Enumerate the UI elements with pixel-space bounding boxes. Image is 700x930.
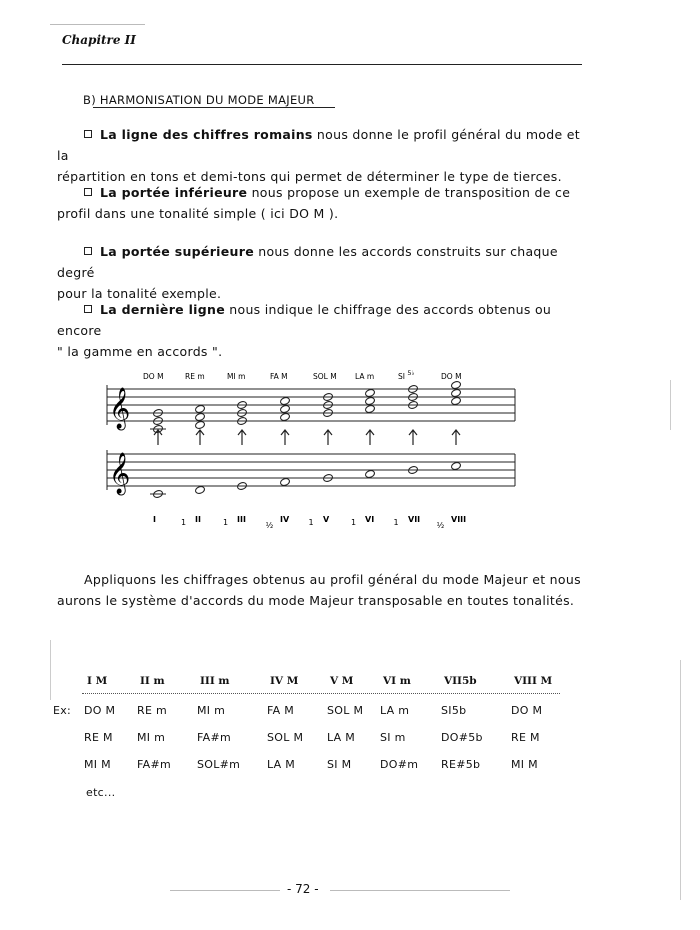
column-header: IV M — [270, 675, 299, 687]
lower-staff — [107, 450, 515, 490]
table-cell: LA M — [327, 731, 356, 744]
table-cell: SI M — [327, 758, 352, 771]
table-cell: DO#5b — [441, 731, 483, 744]
chord-note — [280, 412, 291, 421]
chord-note — [195, 412, 206, 421]
chord-note — [280, 404, 291, 413]
degree-label: III — [237, 515, 246, 524]
etc-label: etc... — [86, 786, 116, 799]
table-cell: MI m — [197, 704, 226, 717]
up-arrow-icon — [196, 430, 204, 445]
table-cell: FA#m — [137, 758, 171, 771]
up-arrow-icon — [366, 430, 374, 445]
chord-note — [365, 404, 376, 413]
chord-note — [451, 380, 462, 389]
bullet-icon — [84, 247, 92, 255]
column-header: I M — [87, 675, 108, 687]
up-arrow-icon — [324, 430, 332, 445]
paragraph-last-line: La dernière ligne nous indique le chiffrage des accords obtenus ou encore " la gamme en accords ". — [57, 302, 552, 359]
treble-clef-icon: 𝄞 — [109, 388, 131, 429]
page-edge-mark — [680, 660, 681, 900]
table-cell: SI5b — [441, 704, 467, 717]
table-cell: FA#m — [197, 731, 231, 744]
interval-label: 1 — [351, 518, 357, 527]
chord-note — [451, 396, 462, 405]
column-header: III m — [200, 675, 230, 687]
column-header: VI m — [383, 675, 411, 687]
up-arrow-icon — [452, 430, 460, 445]
degree-label: I — [153, 515, 156, 524]
scale-note — [280, 477, 291, 486]
chord-name-labels — [143, 369, 462, 381]
chord-name: DO M — [441, 372, 462, 381]
section-title: B) HARMONISATION DU MODE MAJEUR — [83, 93, 315, 107]
degree-label: V — [323, 515, 330, 524]
bullet-icon — [84, 305, 92, 313]
chord-name: LA m — [355, 372, 375, 381]
page-number: - 72 - — [287, 882, 319, 896]
table-cell: RE#5b — [441, 758, 481, 771]
lower-staff-notes — [150, 461, 461, 498]
page-edge-mark — [50, 640, 51, 700]
paragraph-roman-numerals: La ligne des chiffres romains nous donne le profil général du mode et la répartition en tons et demi-tons qui permet de déterminer le type de tierces. — [57, 127, 580, 184]
header-divider — [82, 693, 560, 694]
header-top-rule — [50, 24, 145, 25]
degree-label: IV — [280, 515, 290, 524]
table-cell: SOL#m — [197, 758, 241, 771]
table-cell: SI m — [380, 731, 406, 744]
conclusion-paragraph: Appliquons les chiffrages obtenus au profil général du mode Majeur et nous aurons le système d'accords du mode Majeur transposable en toutes tonalités. — [57, 572, 581, 608]
table-cell: DO M — [84, 704, 116, 717]
upper-staff-chords — [150, 380, 461, 433]
interval-label: 1 — [308, 518, 314, 527]
chord-name: SOL M — [313, 372, 337, 381]
page-edge-mark — [670, 380, 671, 430]
chord-name: FA M — [270, 372, 288, 381]
chord-note — [365, 388, 376, 397]
header-rule — [62, 64, 582, 65]
treble-clef-icon: 𝄞 — [109, 453, 131, 494]
chapter-heading: Chapitre II — [62, 33, 136, 47]
table-cell: FA M — [267, 704, 295, 717]
degree-row — [153, 515, 466, 530]
interval-label: ½ — [265, 521, 274, 530]
table-cell: SOL M — [267, 731, 304, 744]
section-title-underline — [93, 107, 335, 108]
chord-note — [365, 396, 376, 405]
degree-label: VII — [408, 515, 421, 524]
up-arrow-icon — [238, 430, 246, 445]
column-header: V M — [330, 675, 354, 687]
table-cell: MI M — [84, 758, 111, 771]
interval-label: 1 — [181, 518, 187, 527]
arrow-row — [154, 430, 460, 445]
table-cell: LA m — [380, 704, 410, 717]
interval-label: 1 — [393, 518, 399, 527]
staff-diagram — [95, 365, 535, 540]
interval-label: 1 — [223, 518, 229, 527]
paragraph-lower-staff: La portée inférieure nous propose un exemple de transposition de ce profil dans une tonalité simple ( ici DO M ). — [57, 185, 571, 221]
column-header: VII5b — [444, 675, 477, 687]
scale-note — [451, 461, 462, 470]
table-cell: MI m — [137, 731, 166, 744]
up-arrow-icon — [409, 430, 417, 445]
interval-label: ½ — [436, 521, 445, 530]
table-cell: RE M — [511, 731, 540, 744]
scale-note — [365, 469, 376, 478]
chord-name: MI m — [227, 372, 246, 381]
bullet-icon — [84, 188, 92, 196]
table-cell: RE m — [137, 704, 168, 717]
column-header: VIII M — [514, 675, 553, 687]
footer-rule-right — [330, 890, 510, 891]
chord-note — [195, 404, 206, 413]
column-header: II m — [140, 675, 165, 687]
footer-rule-left — [170, 890, 280, 891]
table-cell: RE M — [84, 731, 113, 744]
table-cell: SOL M — [327, 704, 364, 717]
chord-note — [280, 396, 291, 405]
bullet-icon — [84, 130, 92, 138]
paragraph-upper-staff: La portée supérieure nous donne les accords construits sur chaque degré pour la tonalité exemple. — [57, 244, 558, 301]
example-label: Ex: — [53, 704, 72, 717]
table-cell: MI M — [511, 758, 538, 771]
up-arrow-icon — [281, 430, 289, 445]
degree-label: II — [195, 515, 201, 524]
degree-label: VI — [365, 515, 375, 524]
table-cell: DO M — [511, 704, 543, 717]
scale-note — [195, 485, 206, 494]
chord-name: DO M — [143, 372, 164, 381]
degree-label: VIII — [451, 515, 467, 524]
table-cell: LA M — [267, 758, 296, 771]
chord-name: RE m — [185, 372, 205, 381]
chord-name: SI 5♭ — [398, 369, 415, 381]
chord-note — [451, 388, 462, 397]
table-cell: DO#m — [380, 758, 419, 771]
chord-note — [195, 420, 206, 429]
